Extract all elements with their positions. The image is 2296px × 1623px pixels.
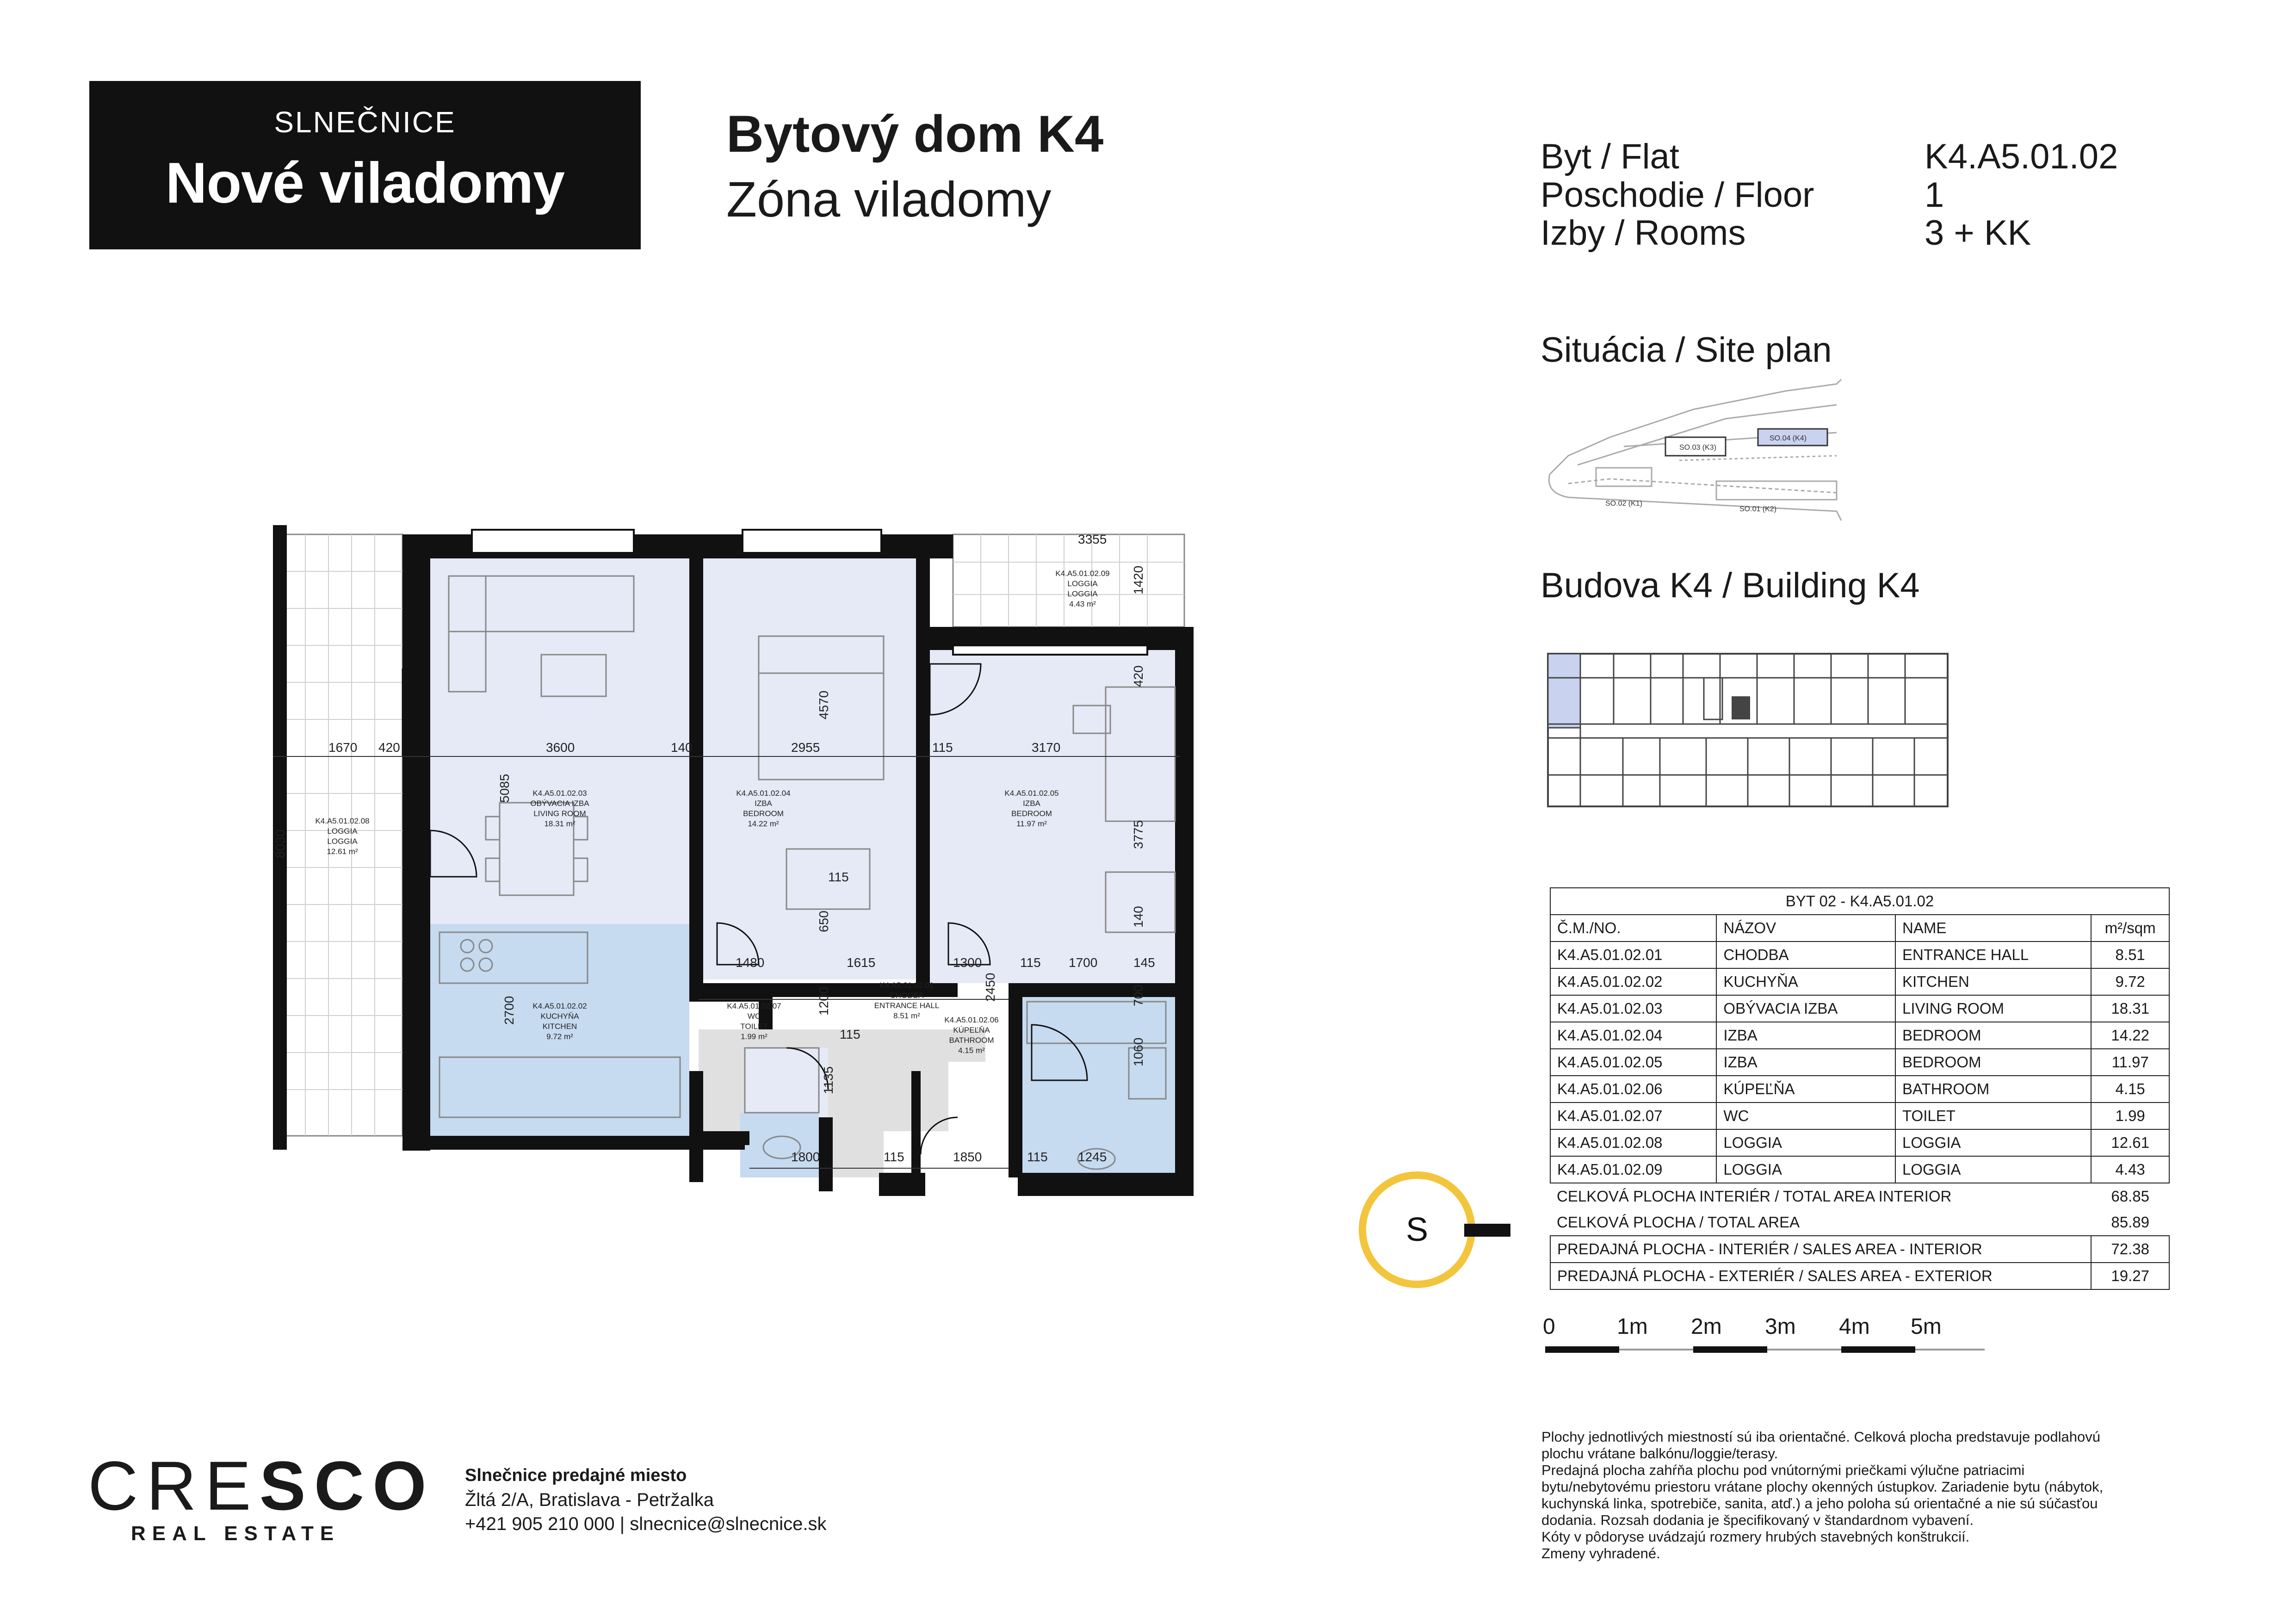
floor-label: Poschodie / Floor	[1541, 175, 1814, 215]
room-id: K4.A5.01.02.01	[879, 981, 934, 990]
table-row: K4.A5.01.02.02 KUCHYŇA KITCHEN 9.72	[1550, 968, 2169, 995]
total-row: CELKOVÁ PLOCHA INTERIÉR / TOTAL AREA INTERIOR 68.85	[1557, 1188, 2149, 1205]
site-label-so02: SO.02 (K1)	[1605, 500, 1643, 508]
dim-label: 115	[828, 870, 849, 884]
dim-label: 140	[1131, 906, 1145, 928]
room-name-sk: OBÝVACIA IZBA	[530, 799, 589, 808]
site-plan-title: Situácia / Site plan	[1541, 330, 1832, 370]
room-name-en: BEDROOM	[743, 809, 784, 818]
dim-label: 2700	[502, 996, 516, 1025]
scale-label: 0	[1543, 1314, 1555, 1339]
brand-name: SLNEČNICE	[274, 105, 456, 139]
scale-bar	[1545, 1345, 1989, 1355]
total-row: PREDAJNÁ PLOCHA - INTERIÉR / SALES AREA - INTERIOR 72.38	[1550, 1236, 2169, 1263]
room-area: 12.61 m²	[327, 847, 358, 856]
dim-label: 8030	[273, 829, 287, 858]
dim-label: 1135	[821, 1066, 835, 1094]
room-name-en: LIVING ROOM	[533, 809, 586, 818]
table-header: m²/sqm	[2091, 915, 2169, 942]
dim-label: 145	[1133, 955, 1155, 970]
room-name-en: LOGGIA	[327, 837, 358, 846]
dim-label: 115	[1020, 955, 1041, 970]
brand-logo	[89, 81, 641, 249]
dim-label: 3600	[546, 740, 575, 755]
table-row: K4.A5.01.02.04 IZBA BEDROOM 14.22	[1550, 1022, 2169, 1049]
company-subtitle: REAL ESTATE	[131, 1522, 340, 1545]
scale-label: 4m	[1839, 1314, 1870, 1339]
contact-heading: Slnečnice predajné miesto	[465, 1466, 687, 1485]
dim-label: 1800	[791, 1150, 820, 1164]
room-area: 14.22 m²	[748, 819, 779, 828]
room-area: 1.99 m²	[741, 1032, 767, 1041]
north-compass	[1358, 1171, 1515, 1300]
dim-label: 1480	[736, 955, 765, 970]
room-area: 4.43 m²	[1069, 600, 1096, 608]
room-name-en: TOILET	[740, 1022, 768, 1031]
footnote: Plochy jednotlivých miestností sú iba orientačné. Celková plocha predstavuje podlahovú plochu vrátane balkónu/loggie/terasy. Predajná plocha zahŕňa plochu pod vnútornými priečkami výlučne patriacimi bytu/nebytovému priestoru vrátane plochy okenných ústupkov. Zariadenie bytu (nábytok, kuchynská linka, spotrebiče, sanita, atď.) a jeho poloha sú orientačné a nie sú súčasťou dodania. Rozsah dodania je špecifikovaný v štandardnom vybavení. Kóty v pôdoryse uvádzajú rozmery hrubých stavebných konštrukcií. Zmeny vyhradené.	[1541, 1429, 2104, 1561]
dim-label: 115	[1027, 1150, 1048, 1164]
room-name-en: BEDROOM	[1011, 809, 1052, 818]
room-name-sk: IZBA	[755, 799, 772, 808]
room-name-sk: KÚPEĽŇA	[953, 1026, 990, 1035]
table-row: K4.A5.01.02.07 WC TOILET 1.99	[1550, 1103, 2169, 1129]
bedroom-2-area	[930, 650, 1180, 983]
company-logo: CRESCO	[88, 1447, 435, 1524]
room-name-sk: CHODBA	[890, 991, 924, 1000]
room-area: 9.72 m²	[546, 1032, 573, 1041]
compass-label: S	[1405, 1211, 1429, 1248]
room-id: K4.A5.01.02.05	[1004, 789, 1059, 798]
dim-label: 1245	[1078, 1150, 1107, 1164]
page-title: Bytový dom K4	[726, 105, 1104, 163]
dim-label: 700	[1131, 985, 1145, 1006]
rooms-label: Izby / Rooms	[1541, 213, 1746, 253]
dim-label: 1420	[1131, 565, 1145, 595]
room-id: K4.A5.01.02.03	[532, 789, 587, 798]
dim-label: 1850	[953, 1150, 982, 1164]
scale-label: 1m	[1617, 1314, 1648, 1339]
room-area: 4.15 m²	[958, 1046, 985, 1055]
room-id: K4.A5.01.02.04	[736, 789, 791, 798]
room-name-sk: LOGGIA	[1067, 579, 1098, 588]
dim-label: 4570	[817, 690, 831, 719]
page-subtitle: Zóna viladomy	[726, 171, 1052, 227]
room-area: 8.51 m²	[893, 1011, 920, 1020]
project-name: Nové viladomy	[165, 151, 565, 215]
room-name-en: BATHROOM	[949, 1036, 994, 1045]
room-id: K4.A5.01.02.09	[1055, 569, 1110, 578]
dim-label: 1700	[1069, 955, 1098, 970]
room-name-sk: KUCHYŇA	[540, 1012, 579, 1021]
dim-label: 1615	[847, 955, 876, 970]
total-row: CELKOVÁ PLOCHA / TOTAL AREA 85.89	[1557, 1214, 2149, 1231]
dim-label: 115	[840, 1027, 860, 1041]
site-label-so04: SO.04 (K4)	[1770, 434, 1807, 442]
table-row: K4.A5.01.02.05 IZBA BEDROOM 11.97	[1550, 1049, 2169, 1076]
room-id: K4.A5.01.02.06	[944, 1016, 999, 1024]
room-name-en: KITCHEN	[542, 1022, 577, 1031]
dim-label: 650	[817, 911, 831, 932]
table-row: K4.A5.01.02.01 CHODBA ENTRANCE HALL 8.51	[1550, 942, 2169, 968]
table-row: K4.A5.01.02.09 LOGGIA LOGGIA 4.43	[1550, 1156, 2169, 1183]
dim-label: 420	[378, 740, 400, 755]
floor-value: 1	[1925, 175, 1944, 215]
room-area: 18.31 m²	[544, 819, 576, 828]
dim-label: 3775	[1131, 820, 1145, 849]
dim-label: 1300	[953, 955, 982, 970]
scale-label: 2m	[1691, 1314, 1722, 1339]
table-header: NÁZOV	[1716, 915, 1895, 942]
dim-label: 2955	[791, 740, 820, 755]
room-name-sk: IZBA	[1023, 799, 1040, 808]
dim-label: 115	[884, 1150, 904, 1164]
table-caption: BYT 02 - K4.A5.01.02	[1550, 888, 2169, 915]
building-floor-plan	[1544, 650, 1951, 813]
table-row: K4.A5.01.02.08 LOGGIA LOGGIA 12.61	[1550, 1129, 2169, 1156]
dim-label: 1670	[328, 740, 358, 755]
dim-label: 1060	[1131, 1037, 1145, 1066]
rooms-value: 3 + KK	[1925, 213, 2031, 253]
dim-label: 3355	[1078, 532, 1107, 546]
table-header: Č.M./NO.	[1550, 915, 1716, 942]
dim-label: 420	[1131, 665, 1145, 687]
room-id: K4.A5.01.02.08	[315, 817, 370, 825]
flat-label: Byt / Flat	[1541, 137, 1679, 176]
site-plan-map	[1541, 377, 1855, 530]
site-label-so03: SO.03 (K3)	[1679, 444, 1717, 452]
site-label-so01: SO.01 (K2)	[1739, 505, 1777, 513]
table-row: K4.A5.01.02.03 OBÝVACIA IZBA LIVING ROOM 18.31	[1550, 995, 2169, 1022]
room-area: 11.97 m²	[1016, 819, 1047, 828]
table-header: NAME	[1895, 915, 2091, 942]
scale-label: 5m	[1911, 1314, 1942, 1339]
dim-label: 115	[932, 740, 953, 755]
building-title: Budova K4 / Building K4	[1541, 566, 1920, 605]
room-name-en: LOGGIA	[1067, 589, 1098, 598]
dim-label: 1200	[817, 986, 831, 1016]
total-row: PREDAJNÁ PLOCHA - EXTERIÉR / SALES AREA - EXTERIOR 19.27	[1550, 1263, 2169, 1289]
apartment-floor-plan	[273, 516, 1198, 1164]
room-id: K4.A5.01.02.07	[727, 1002, 781, 1010]
contact-address: Žltá 2/A, Bratislava - Petržalka	[465, 1490, 714, 1510]
dim-label: 5085	[497, 774, 512, 803]
dim-label: 2450	[983, 973, 997, 1002]
room-name-en: ENTRANCE HALL	[874, 1001, 940, 1010]
dim-label: 140	[671, 740, 693, 755]
room-name-sk: WC	[747, 1012, 761, 1021]
flat-value: K4.A5.01.02	[1925, 137, 2118, 176]
room-name-sk: LOGGIA	[327, 827, 358, 836]
dim-label: 3170	[1032, 740, 1061, 755]
scale-label: 3m	[1765, 1314, 1796, 1339]
room-schedule	[1550, 887, 2170, 1290]
contact-phone-email: +421 905 210 000 | slnecnice@slnecnice.sk	[465, 1514, 827, 1534]
table-row: K4.A5.01.02.06 KÚPEĽŇA BATHROOM 4.15	[1550, 1076, 2169, 1103]
room-id: K4.A5.01.02.02	[532, 1002, 587, 1010]
